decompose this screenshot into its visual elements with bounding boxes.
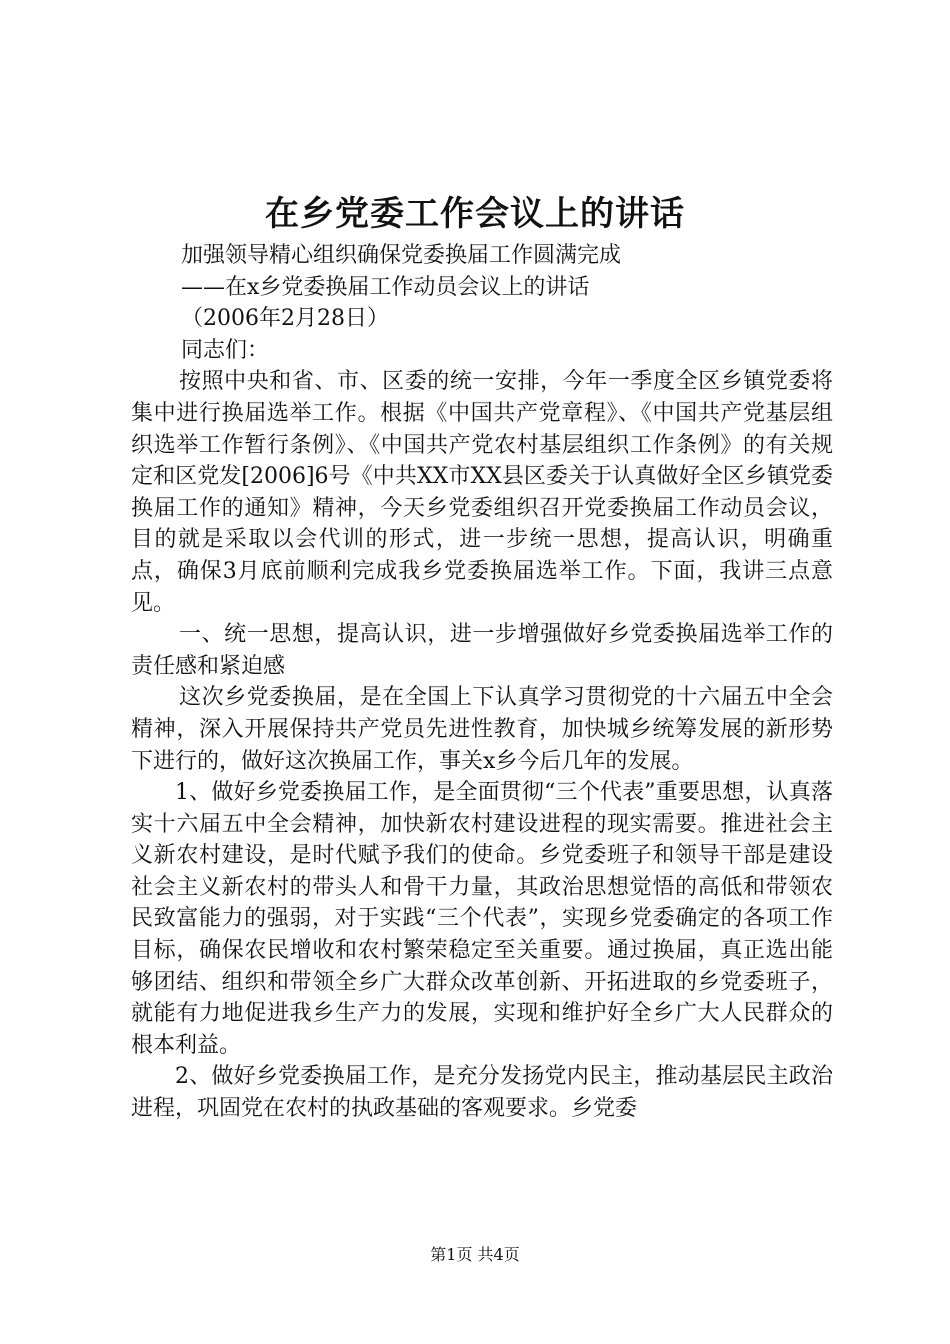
document-date: （2006年2月28日）	[181, 306, 389, 332]
page-footer: 第1页 共4页	[430, 1245, 520, 1264]
paragraph-point-2: 2、做好乡党委换届工作，是充分发扬党内民主，推动基层民主政治进程，巩固党在农村的执政基础的客观要求。乡党委	[131, 1064, 833, 1122]
paragraph-context: 这次乡党委换届，是在全国上下认真学习贯彻党的十六届五中全会精神，深入开展保持共产党员先进性教育，加快城乡统筹发展的新形势下进行的，做好这次换届工作，事关x乡今后几年的发展。	[131, 685, 833, 774]
salutation: 同志们：	[181, 337, 270, 363]
paragraph-point-1: 1、做好乡党委换届工作，是全面贯彻“三个代表”重要思想，认真落实十六届五中全会精神，加快新农村建设进程的现实需要。推进社会主义新农村建设，是时代赋予我们的使命。乡党委班子和领导干部是建设社会主义新农村的带头人和骨干力量，其政治思想觉悟的高低和带领农民致富能力的强弱，对于实践“三个代表”，实现乡党委确定的各项工作目标，确保农民增收和农村繁荣稳定至关重要。通过换届，真正选出能够团结、组织和带领全乡广大群众改革创新、开拓进取的乡党委班子，就能有力地促进我乡生产力的发展，实现和维护好全乡广大人民群众的根本利益。	[131, 780, 833, 1058]
document-title: 在乡党委工作会议上的讲话	[265, 194, 685, 234]
section-heading-1: 一、统一思想，提高认识，进一步增强做好乡党委换届选举工作的责任感和紧迫感	[131, 622, 833, 679]
document-subtitle-2: ——在x乡党委换届工作动员会议上的讲话	[181, 274, 590, 300]
paragraph-intro: 按照中央和省、市、区委的统一安排，今年一季度全区乡镇党委将集中进行换届选举工作。根据《中国共产党章程》、《中国共产党基层组织选举工作暂行条例》、《中国共产党农村基层组织工作条例》的有关规定和区党发[2006]6号《中共XX市XX县区委关于认真做好全区乡镇党委换届工作的通知》精神，今天乡党委组织召开党委换届工作动员会议，目的就是采取以会代训的形式，进一步统一思想，提高认识，明确重点，确保3月底前顺利完成我乡党委换届选举工作。下面，我讲三点意见。	[131, 369, 833, 616]
document-body	[131, 240, 833, 1125]
document-subtitle: 加强领导精心组织确保党委换届工作圆满完成	[181, 243, 622, 268]
